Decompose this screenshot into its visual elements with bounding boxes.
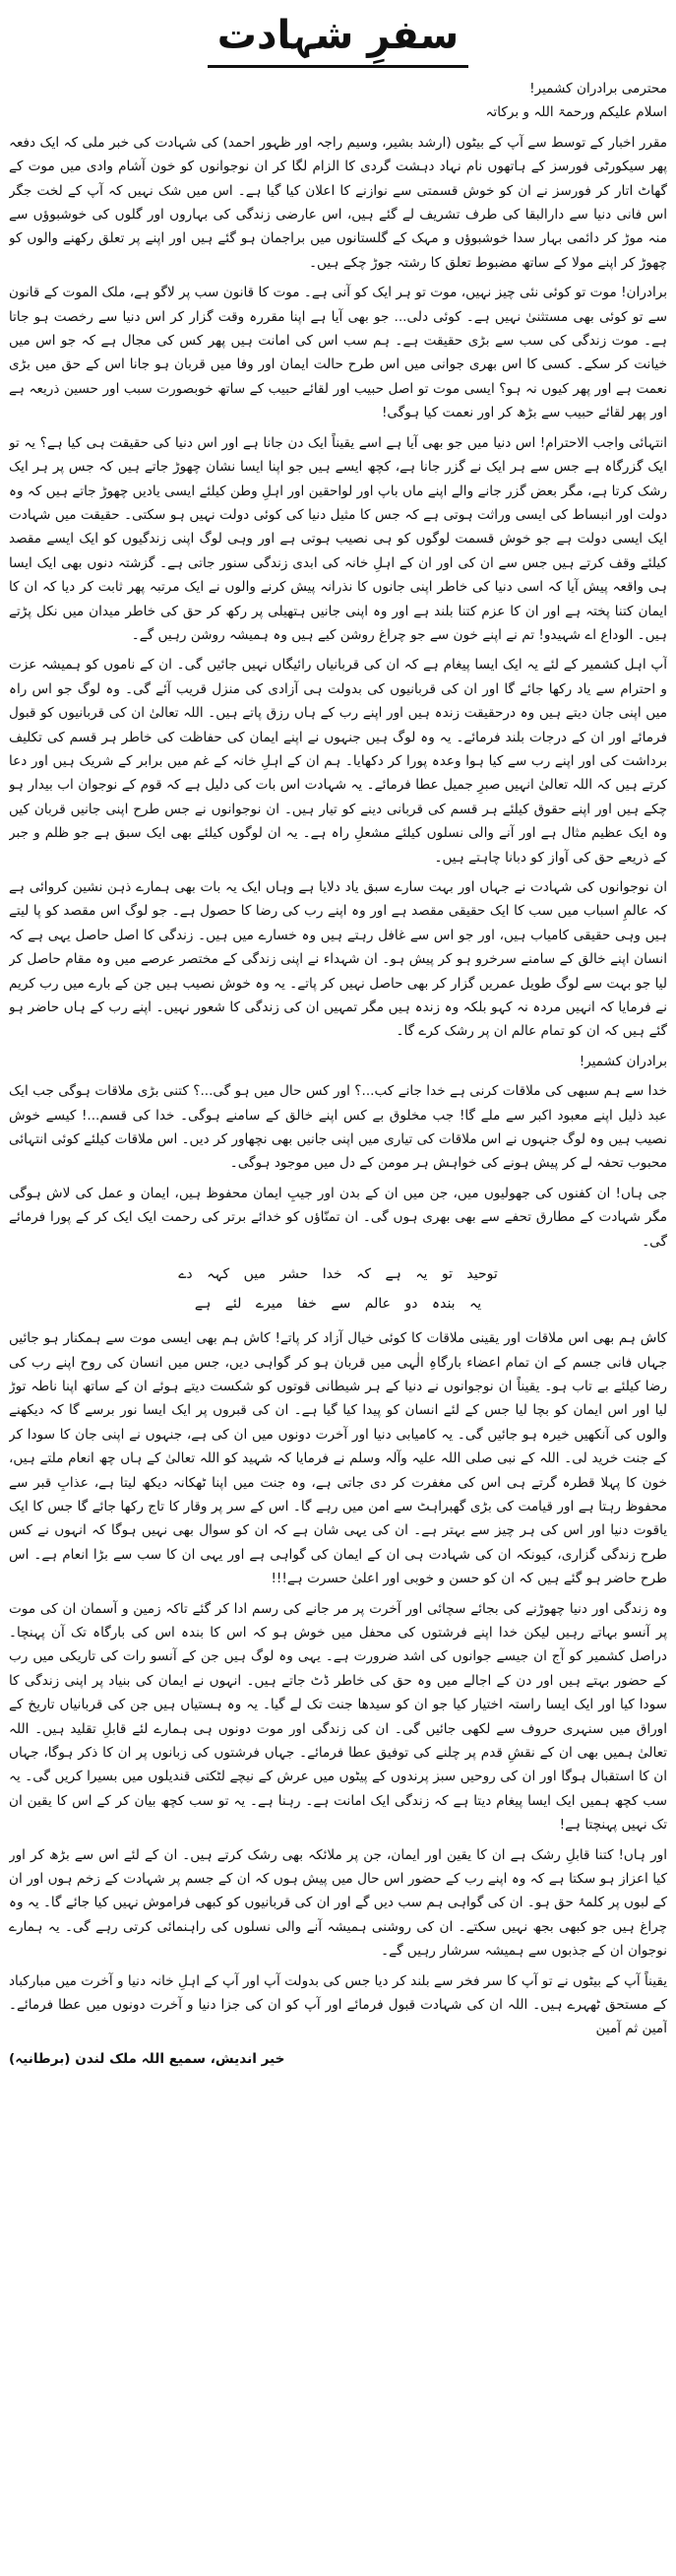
paragraph-11: اور ہاں! کتنا قابلِ رشک ہے ان کا یقین اور ایمان، جن پر ملائکہ بھی رشک کرتے ہیں۔ ان کے لئے اس سے بڑھ کر اور کیا اعزاز ہو سکتا ہے کہ وہ اپنے رب کے حضور اس حال میں پیش ہوں کہ ان کے جسم پر شہادت کے زخم ہوں اور ان کے لبوں پر کلمۂ حق ہو۔ ان کی گواہی ہم سب دیں گے اور ان کی قربانیوں کو کبھی فراموش نہیں کیا جائے گا۔ یہ وہ چراغ ہیں جو کبھی بجھ نہیں سکتے۔ ان کی روشنی ہمیشہ آنے والی نسلوں کی راہنمائی کرتی رہے گی۔ یہ ہمارے نوجوان ان کے جذبوں سے ہمیشہ سرشار رہیں گے۔ [9, 1846, 667, 1960]
title-block [0, 6, 676, 71]
signature-line [9, 2047, 667, 2071]
verse-line-2: یہ بندہ دو عالم سے خفا میرے لئے ہے [194, 1296, 482, 1313]
paragraph-10: وہ زندگی اور دنیا چھوڑنے کی بجائے سچائی اور آخرت پر مر جانے کی رسم ادا کر گئے تاکہ زمین و آسمان ان کی موت پر آنسو بہاتے رہیں لیکن خدا اپنے فرشتوں کی محفل میں خوش ہو کہ اس کا بندہ اس کی بارگاہ تک آن پہنچا۔ دراصل کشمیر کو آج ان جیسے جوانوں کی اشد ضرورت ہے۔ یہی وہ لوگ ہیں جن کے آنسو رات کی تاریکی میں رب کے حضور بہتے ہیں اور دن کے اجالے میں وہ حق کی خاطر ڈٹ جاتے ہیں۔ انہوں نے ایمان کی بنیاد پر اپنی زندگی کا سودا کیا اور ایک ایسا راستہ اختیار کیا جو ان کو سیدھا جنت تک لے گیا۔ یہ وہ ہستیاں ہیں جن کی قربانیاں تاریخ کے اوراق میں سنہری حروف سے لکھی جائیں گی۔ ان کی زندگی اور موت دونوں ہی ہمارے لئے قابلِ تقلید ہیں۔ اللہ تعالیٰ ہمیں بھی ان کے نقشِ قدم پر چلنے کی توفیق عطا فرمائے۔ جہاں فرشتوں کی زبانوں پر ان کا ذکر ہوگا، جہاں ان کا استقبال ہوگا اور ان کی روحیں سبز پرندوں کے پیٹوں میں عرش کے نیچے لٹکتی قندیلوں میں بسیرا کریں گی۔ یہ سب کچھ ہمیں ایک ایسا پیغام دیتا ہے کہ زندگی ایک امانت ہے۔ رہنا ہے۔ یہ تو سب کچھ بیان کر کے اس کا یقین ان تک نہیں پہنچتا ہے! [9, 1600, 667, 1834]
paragraph-3: انتہائی واجب الاحترام! اس دنیا میں جو بھی آیا ہے اسے یقیناً ایک دن جانا ہے اور اس دنیا کی حقیقت ہی کیا ہے؟ یہ تو ایک گزرگاہ ہے جس سے ہر ایک نے گزر جانا ہے، کچھ ایسے ہیں جو اپنا ایسا نشان چھوڑ جاتے ہیں کہ جس پر ہر ایک رشک کرتا ہے، مگر بعض گزر جانے والے اپنے ماں باپ اور لواحقین اور اہلِ وطن کیلئے ایسی یادیں چھوڑ جاتے ہیں کہ وہ دولت اور انبساط کی ایسی وراثت ہوتی ہے کہ جس کا مثیل دنیا کی کوئی دولت نہیں ہو سکتی۔ حقیقت میں شہادت ایک ایسی دولت ہے جو خوش قسمت لوگوں کو ہی نصیب ہوتی ہے اور وہی لوگ اپنی زندگیوں کو ایک ایسے مقصد کیلئے وقف کرتے ہیں جس سے ان کی اور ان کے اہلِ خانہ کی ابدی زندگی سنور جاتی ہے۔ گزشتہ دنوں بھی ایک ایسا ہی واقعہ پیش آیا کہ اسی دنیا کی خاطر اپنی جانوں کا نذرانہ پیش کرنے والوں نے ایک مرتبہ پھر ثابت کر دیا کہ ان کا ایمان کتنا پختہ ہے اور ان کا عزم کتنا بلند ہے اور وہ اپنی جانیں ہتھیلی پر رکھ کر حق کی خاطر میدان میں نکل پڑتے ہیں۔ الوداع اے شہیدو! تم نے اپنے خون سے جو چراغ روشن کیے ہیں وہ ہمیشہ روشن رہیں گے۔ [9, 434, 667, 643]
paragraph-4: آپ اہل کشمیر کے لئے یہ ایک ایسا پیغام ہے کہ ان کی قربانیاں رائیگاں نہیں جائیں گی۔ ان کے ناموں کو ہمیشہ عزت و احترام سے یاد رکھا جائے گا اور ان کی قربانیوں کی بدولت ہی آزادی کی منزل قریب آئے گی۔ وہ لوگ جو اس راہ میں اپنی جان دیتے ہیں وہ درحقیقت زندہ ہیں اور اپنے رب کے ہاں رزق پاتے ہیں۔ اللہ تعالیٰ ان کی قربانیوں کو قبول فرمائے اور ان کے درجات بلند فرمائے۔ یہ وہ لوگ ہیں جنہوں نے اپنے ایمان کی حفاظت کی خاطر ہر قسم کی تکلیف برداشت کی اور اپنے رب سے کیا ہوا وعدہ پورا کر دکھایا۔ ہم ان کے اہلِ خانہ کے غم میں برابر کے شریک ہیں اور دعا کرتے ہیں کہ اللہ تعالیٰ انہیں صبرِ جمیل عطا فرمائے۔ یہ شہادت اس بات کی دلیل ہے کہ قوم کے نوجوان اب بیدار ہو چکے ہیں اور اپنے حقوق کیلئے ہر قسم کی قربانی دینے کو تیار ہیں۔ ان نوجوانوں نے جس طرح اپنی جانیں قربان کیں وہ ایک عظیم مثال ہے اور آنے والی نسلوں کیلئے مشعلِ راہ ہے۔ یہ ان لوگوں کیلئے بھی ایک سبق ہے جو ظلم و جبر کے ذریعے حق کی آواز کو دبانا چاہتے ہیں۔ [9, 657, 667, 866]
poetry-verse [9, 1259, 667, 1319]
salam-line: اسلام علیکم ورحمۃ اللہ و برکاتہ [485, 104, 667, 121]
article-title: سفرِ شہادت [208, 6, 468, 68]
salutation-line: محترمی برادران کشمیر! [529, 81, 667, 97]
verse-line-1: توحید تو یہ ہے کہ خدا حشر میں کہہ دے [178, 1266, 498, 1283]
paragraph-2: برادران! موت تو کوئی نئی چیز نہیں، موت تو ہر ایک کو آنی ہے۔ موت کا قانون سب پر لاگو ہے، ملک الموت کے قانون سے تو کوئی بھی مستثنیٰ نہیں ہے۔ کوئی دلی... جو بھی آیا ہے اپنا مقررہ وقت گزار کر اس دنیا سے رخصت ہو جاتا ہے۔ موت زندگی کی سب سے بڑی حقیقت ہے۔ ہم سب اس کی امانت ہیں پھر کس کی مجال ہے کہ جو اس میں خیانت کر سکے۔ کسی کا اس بھری جوانی میں اس طرح حالت ایمان اور وفا میں قربان ہو جانا اس کے حق میں بڑی نعمت ہے اور پھر کیوں نہ ہو؟ ایسی موت تو اصل حبیب اور لقائے حبیب کے ساتھ خوبصورت سبب اور حسین ذریعہ ہے اور پھر لقائے حبیب سے بڑھ کر اور نعمت کیا ہوگی! [9, 285, 667, 421]
paragraph-1: مقرر اخبار کے توسط سے آپ کے بیٹوں (ارشد بشیر، وسیم راجہ اور ظہور احمد) کی شہادت کی خبر ملی کہ ایک دفعہ پھر سیکورٹی فورسز کے ہاتھوں نام نہاد دہشت گردی کا الزام لگا کر ان نوجوانوں کو خون آشام وادی میں موت کے گھاٹ اتار کر فورسز نے ان کو خوش قسمتی سے نوازنے کا اعلان کیا گیا ہے۔ اس میں شک نہیں کہ آپ کے لخت جگر اس فانی دنیا سے دارالبقا کی طرف تشریف لے گئے ہیں، اس عارضی زندگی کی بہاروں اور گلوں کی خوشبوؤں سے منہ موڑ کر دائمی بہار سدا خوشبوؤں و مہک کے گلستانوں میں براجمان ہو گئے ہیں اور اپنے پر تعلق رکھنے والوں کو چھوڑ کر اپنے مولا کے ساتھ مضبوط تعلق کا رشتہ جوڑ چکے ہیں۔ [9, 134, 667, 271]
paragraph-12: یقیناً آپ کے بیٹوں نے تو آپ کا سر فخر سے بلند کر دیا جس کی بدولت آپ اور آپ کے اہلِ خانہ دنیا و آخرت میں مبارکباد کے مستحق ٹھہرے ہیں۔ اللہ ان کی شہادت قبول فرمائے اور آپ کو ان کی جزا دنیا و آخرت دونوں میں عطا فرمائے۔ آمین ثم آمین [9, 1972, 667, 2037]
article-body [9, 77, 667, 2077]
paragraph-7: خدا سے ہم سبھی کی ملاقات کرنی ہے خدا جانے کب...؟ اور کس حال میں ہو گی...؟ کتنی بڑی ملاقات ہوگی جب ایک عبد ذلیل اپنے معبود اکبر سے ملے گا! جب مخلوق بے کس اپنے خالق کے سامنے ہوگی۔ خدا کی قسم...! کیسے خوش نصیب ہیں وہ لوگ جنہوں نے اس ملاقات کی تیاری میں اپنی جانیں بھی نچھاور کر دیں۔ اس ملاقات کیلئے کوئی انتہائی محبوب تحفہ لے کر پیش ہونے کی خواہش ہر مومن کے دل میں موجود ہوگی۔ [9, 1083, 667, 1172]
signature-text: خیر اندیش، سمیع اللہ ملک لندن (برطانیہ) [9, 2050, 285, 2067]
paragraph-6-address: برادران کشمیر! [579, 1053, 667, 1069]
paragraph-8: جی ہاں! ان کفنوں کی جھولیوں میں، جن میں ان کے بدن اور جیبِ ایمان محفوظ ہیں، ایمان و عمل کی لاش ہوگی مگر شہادت کے مطارق تحفے سے بھی بھری ہوں گی۔ ان تمنّاؤں کو خدائے برتر کی رحمت ایک ایک کر کے پورا فرمائے گی۔ [9, 1185, 667, 1250]
paragraph-5: ان نوجوانوں کی شہادت نے جہاں اور بہت سارے سبق یاد دلایا ہے وہاں ایک یہ بات بھی ہمارے ذہن نشین کروائی ہے کہ عالمِ اسباب میں سب کا ایک حقیقی مقصد ہے اور وہ اپنے رب کی رضا کا حصول ہے۔ جو لوگ اس مقصد کو پا لیتے ہیں وہی حقیقی کامیاب ہیں، اور جو اس سے غافل رہتے ہیں وہ خسارے میں ہیں۔ زندگی کا اصل حاصل یہی ہے کہ انسان اپنے خالق کے سامنے سرخرو ہو کر پیش ہو۔ ان شہداء نے اپنی زندگی کے مختصر عرصے میں وہ مقام حاصل کر لیا جو بہت سے لوگ طویل عمریں گزار کر بھی حاصل نہیں کر پاتے۔ یہ وہ خوش نصیب ہیں جن کے بارے میں رب کریم نے فرمایا کہ انہیں مردہ نہ کہو بلکہ وہ زندہ ہیں مگر تمہیں ان کی زندگی کا شعور نہیں۔ اپنے رب کے ہاں حاضر ہو گئے ہیں کہ ان کو تمام عالم ان پر رشک کرے گا۔ [9, 879, 667, 1040]
paragraph-9: کاش ہم بھی اس ملاقات اور یقینی ملاقات کا کوئی خیال آزاد کر پاتے! کاش ہم بھی ایسی موت سے ہمکنار ہو جائیں جہاں فانی جسم کے ان تمام اعضاء بارگاہِ الٰہی میں قربان ہو کر گواہی دیں، جس میں انسان کی روح اپنے رب کی رضا کیلئے بے تاب ہو۔ یقیناً ان نوجوانوں نے دنیا کے ہر شیطانی قوتوں کو شکست دیتے ہوئے ان کے ساتھ اپنا ناطہ توڑ لیا اور اس ایمان کو بچا لیا جس کے لئے انسان کو پیدا کیا گیا ہے۔ ان کی قبروں پر ایک ایسا نور برسے گا کہ دیکھنے والوں کی آنکھیں خیرہ ہو جائیں گی۔ یہ کامیابی دنیا اور آخرت دونوں میں ان کی ہے، جنہوں نے اپنی جان کا سودا کر کے جنت خرید لی۔ اللہ کے نبی صلی اللہ علیہ وآلہ وسلم نے فرمایا کہ شہید کو اللہ تعالیٰ کے ہاں چھ انعام ملتے ہیں، خون کا پہلا قطرہ گرتے ہی اس کی مغفرت کر دی جاتی ہے، وہ جنت میں اپنا ٹھکانہ دیکھ لیتا ہے، عذابِ قبر سے محفوظ رہتا ہے اور قیامت کی بڑی گھبراہٹ سے امن میں رہے گا۔ اس کے سر پر وقار کا تاج رکھا جائے گا جس کا ایک یاقوت دنیا اور اس کی ہر چیز سے بہتر ہے۔ ان کی یہی شان ہے کہ ان کو سوال بھی نہیں ہوگا کہ انہوں نے کس طرح زندگی گزاری، کیونکہ ان کی شہادت ہی ان کے ایمان کی گواہی ہے اور یہی ان کا سب سے بڑا انعام ہے۔ اس طرح حاضر ہو گئے ہیں کہ ان کو حسن و خوبی اور اعلیٰ حسرت ہے!!! [9, 1330, 667, 1587]
